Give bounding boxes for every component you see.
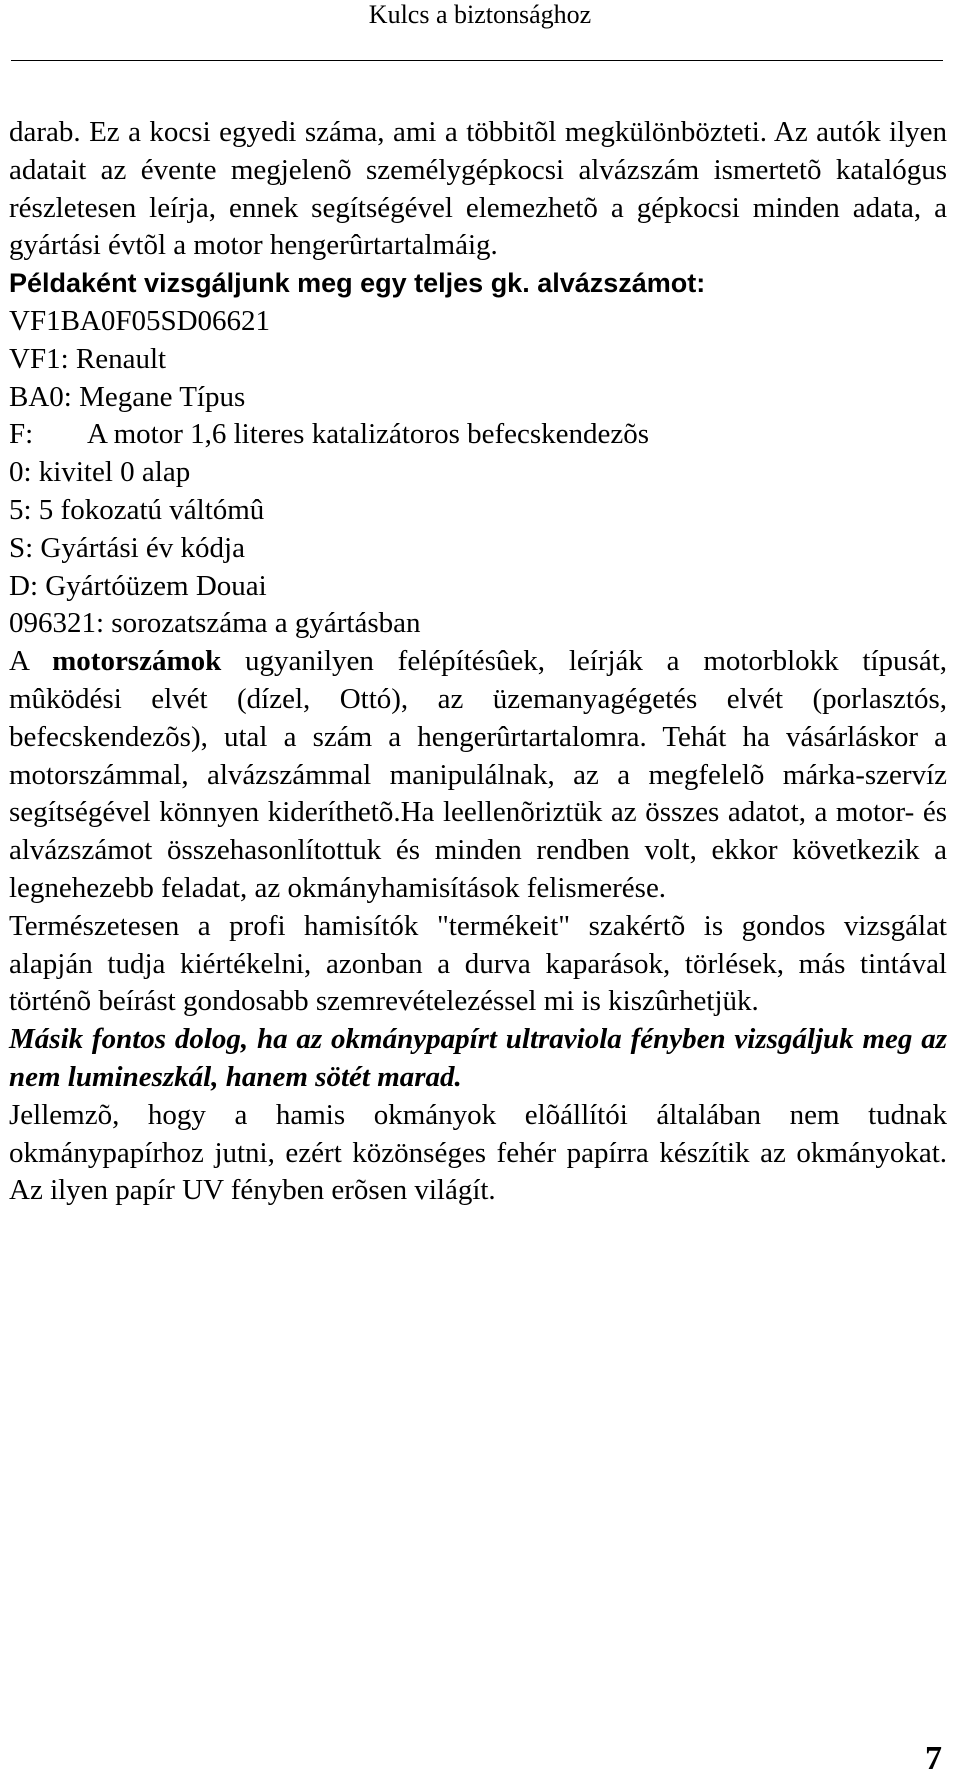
document-body	[9, 114, 947, 1210]
engine-number-paragraph	[9, 643, 947, 908]
vin-line-engine	[9, 416, 947, 454]
vin-line-version: 0: kivitel 0 alap	[9, 456, 191, 489]
engine-paragraph-rest: ugyanilyen felépítésûek, leírják a motorblokk típusát, mûködési elvét (dízel, Ottó), az üzemanyagégetés elvét (porlasztós, befecskendezõs), utal a szám a hengerûrtartalomra. Tehát ha vásárláskor a motorszámmal, alvázszámmal manipulálnak, az a megfelelõ márka-szervíz segítségével könnyen kideríthetõ.Ha leellenõriztük az összes adatot, a motor- és alvázszámot összehasonlítottuk és minden rendben volt, ekkor következik a legnehezebb feladat, az okmányhamisítások felismerése.	[9, 645, 948, 904]
vin-line-type: BA0: Megane Típus	[9, 380, 246, 413]
running-header: Kulcs a biztonsághoz	[368, 0, 592, 29]
vin-line-plant: D: Gyártóüzem Douai	[9, 569, 267, 602]
paper-paragraph: Jellemzõ, hogy a hamis okmányok elõállítói általában nem tudnak okmánypapírhoz jutni, ezért közönséges fehér papírra készítik az okmányokat. Az ilyen papír UV fényben erõsen világít.	[9, 1098, 947, 1207]
engine-paragraph-prefix: A	[9, 645, 29, 678]
header-divider	[11, 60, 943, 61]
vin-line-serial: 096321: sorozatszáma a gyártásban	[9, 607, 421, 640]
vin-line-manufacturer: VF1: Renault	[9, 342, 167, 375]
forgery-paragraph: Természetesen a profi hamisítók "termékeit" szakértõ is gondos vizsgálat alapján tudja kiértékelni, azonban a durva kaparások, törlések, más tintával történõ beírást gondosabb szemrevételezéssel mi is kiszûrhetjük.	[9, 909, 947, 1018]
intro-paragraph: darab. Ez a kocsi egyedi száma, ami a többitõl megkülönbözteti. Az autók ilyen adatait az évente megjelenõ személygépkocsi alvázszám ismertetõ katalógus részletesen leírja, ennek segítségével elemezhetõ a gépkocsi minden adata, a gyártási évtõl a motor hengerûrtartalmáig.	[9, 116, 947, 262]
example-heading: Példaként vizsgáljunk meg egy teljes gk. alvázszámot:	[9, 268, 706, 299]
vin-line-engine-value: A motor 1,6 literes katalizátoros befecskendezõs	[87, 418, 650, 451]
vin-line-year: S: Gyártási év kódja	[9, 531, 245, 564]
vin-line-gearbox: 5: 5 fokozatú váltómû	[9, 493, 265, 526]
uv-check-paragraph: Másik fontos dolog, ha az okmánypapírt ultraviola fényben vizsgáljuk meg az nem lumineszkál, hanem sötét marad.	[9, 1023, 947, 1093]
page-number: 7	[925, 1740, 942, 1777]
vin-line-engine-key: F:	[9, 418, 34, 451]
engine-numbers-term: motorszámok	[52, 645, 222, 678]
vin-number: VF1BA0F05SD06621	[9, 304, 271, 337]
